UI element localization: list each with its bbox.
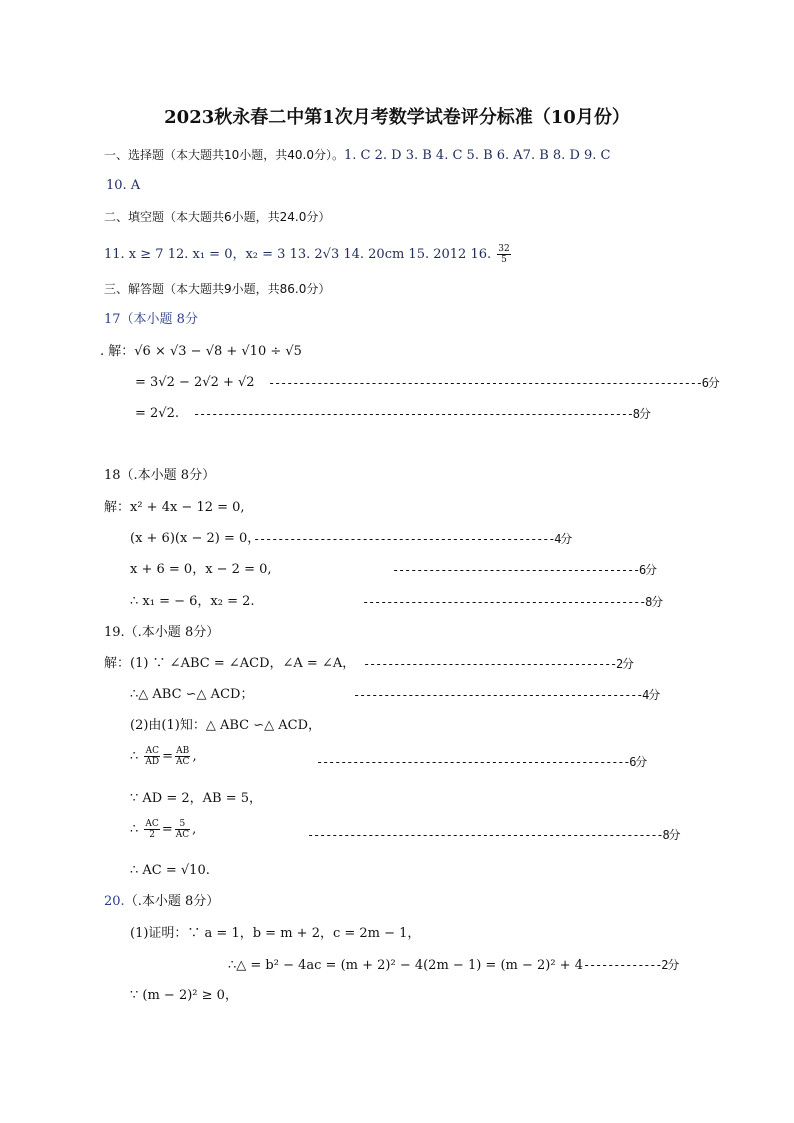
q18-line4-score: -----------------------------------------------8分 [362, 595, 662, 609]
page-title: 2023秋永春二中第1次月考数学试卷评分标准（10月份） [164, 107, 630, 128]
fraction-ac-ad [144, 746, 160, 767]
sec1-header: 一、选择题（本大题共10小题，共40.0分）。 [104, 148, 344, 162]
q20-line2-text: ∴△ = b² − 4ac = (m + 2)² − 4(2m − 1) = (m − 2)² + 4 [228, 958, 583, 973]
sec3-header: 三、解答题（本大题共9小题，共86.0分） [104, 282, 331, 296]
fraction-numerator: AC [145, 819, 159, 829]
sec2-header: 二、填空题（本大题共6小题，共24.0分） [104, 210, 331, 224]
sec1-answers-line2: 10. A [106, 178, 141, 193]
fraction-numerator: 32 [498, 244, 510, 254]
q19-line4 [130, 746, 197, 767]
q19-line1-score: ------------------------------------------2分 [363, 657, 633, 671]
fraction-5-ac [175, 819, 190, 840]
q20-line2 [228, 956, 678, 975]
sec1-answers-line1: 1. C 2. D 3. B 4. C 5. B 6. A7. B 8. D 9. C [344, 148, 611, 163]
therefore-symbol: ∴ [130, 822, 139, 837]
q19-line4-score: ----------------------------------------------------6分 [316, 755, 647, 769]
comma: , [192, 822, 197, 837]
q19-line2-score: ------------------------------------------------4分 [353, 688, 660, 702]
q20-line2-score: -------------2分 [582, 958, 679, 972]
fraction-numerator: AC [145, 746, 159, 756]
q20-heading-text: （.本小题 8分） [124, 894, 220, 909]
fraction-denominator: 5 [501, 255, 507, 265]
q19-line2: ∴△ ABC ∽△ ACD； [130, 687, 254, 702]
q17-line2-score: ------------------------------------------------------------------------6分 [268, 376, 719, 390]
fraction-16 [497, 244, 510, 265]
fraction-ab-ac [175, 746, 190, 767]
q19-line1: 解：(1) ∵ ∠ABC = ∠ACD，∠A = ∠A， [104, 656, 356, 671]
q18-line2: (x + 6)(x − 2) = 0， [130, 531, 261, 546]
q18-line3: x + 6 = 0，x − 2 = 0, [130, 562, 272, 577]
sec1-row [104, 146, 610, 165]
q20-heading [104, 893, 219, 911]
comma: , [192, 749, 197, 764]
fraction-numerator: AB [176, 746, 190, 756]
q18-line1: 解：x² + 4x − 12 = 0, [104, 500, 245, 515]
q19-line5: ∵ AD = 2，AB = 5， [130, 791, 263, 806]
q19-line6 [130, 819, 196, 840]
fraction-numerator: 5 [175, 819, 190, 830]
fraction-denominator: AC [175, 830, 190, 840]
q18-line4: ∴ x₁ = − 6，x₂ = 2. [130, 594, 255, 609]
q17-heading: 17（本小题 8分 [104, 312, 198, 327]
therefore-symbol: ∴ [130, 749, 139, 764]
equals-sign: = [162, 749, 174, 764]
q18-line2-score: --------------------------------------------------4分 [253, 532, 572, 546]
q20-line1: (1)证明：∵ a = 1，b = m + 2，c = 2m − 1， [130, 926, 421, 941]
q19-line3: (2)由(1)知：△ ABC ∽△ ACD， [130, 718, 322, 733]
fraction-denominator: 2 [149, 830, 155, 840]
sec2-answers: 11. x ≥ 7 12. x₁ = 0，x₂ = 3 13. 2√3 14. 20cm 15. 2012 16. [104, 247, 492, 262]
q17-line2: = 3√2 − 2√2 + √2 [135, 375, 255, 390]
q17-line3: = 2√2. [135, 406, 179, 421]
q20-line3: ∵ (m − 2)² ≥ 0， [130, 988, 238, 1003]
q19-heading: 19.（.本小题 8分） [104, 625, 220, 640]
fraction-denominator: AC [176, 757, 190, 767]
q19-line6-score: -----------------------------------------------------------8分 [307, 828, 680, 842]
fraction-denominator: AD [145, 757, 160, 767]
q19-line7: ∴ AC = √10. [130, 863, 210, 878]
fraction-ac-2 [144, 819, 159, 840]
equals-sign: = [161, 822, 173, 837]
q18-heading: 18（.本小题 8分） [104, 468, 216, 483]
q17-line3-score: -------------------------------------------------------------------------8分 [193, 407, 650, 421]
sec2-answers-row [104, 244, 513, 265]
q20-number: 20. [104, 894, 125, 909]
q18-line3-score: -----------------------------------------6分 [392, 563, 656, 577]
q17-line1: . 解：√6 × √3 − √8 + √10 ÷ √5 [100, 344, 302, 359]
